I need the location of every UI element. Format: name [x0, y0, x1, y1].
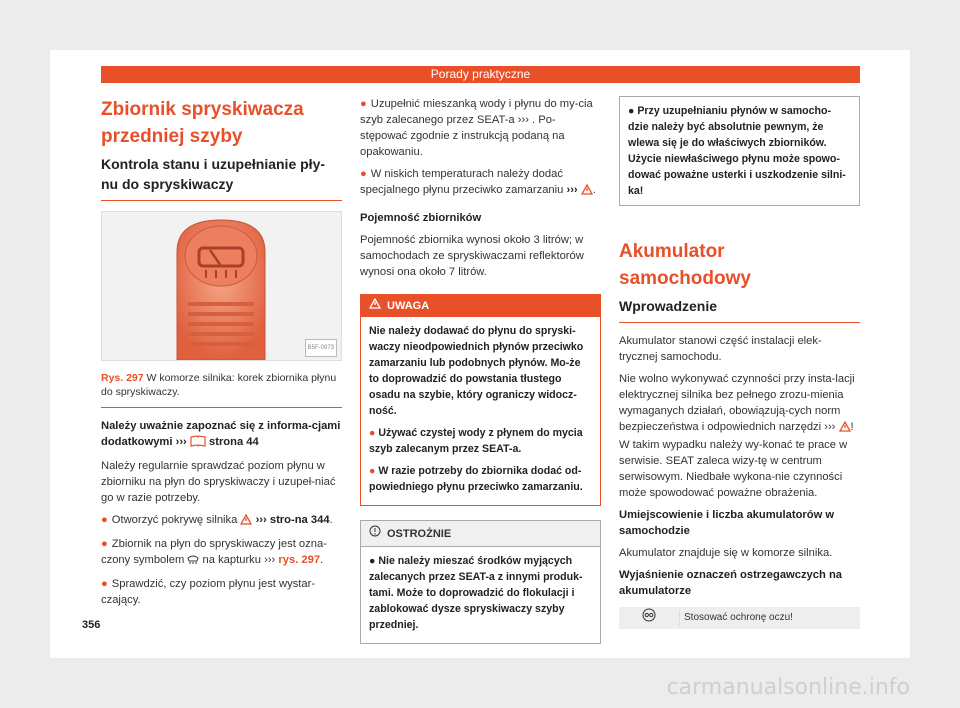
para-text: Nie wolno wykonywać czynności przy insta-lacji elektrycznej silnika bez pełnego zrozu-mienia wymaganych działań, obowiązują-cych norm bezpieczeństwa i odpowiednich narzędzi ›››: [619, 373, 855, 433]
arrow-ref: ›››: [175, 436, 187, 448]
capacity-heading: Pojemność zbiorników: [360, 212, 482, 224]
warning-triangle-icon: [240, 514, 252, 530]
list-text: Uzupełnić mieszanką wody i płynu do my-cia szyb zalecanego przez SEAT-a ››› . Po-stępować zgodnie z instrukcją podaną na opakowaniu.: [360, 98, 593, 158]
list-item: ● Zbiornik na płyn do spryskiwaczy jest ozna-czony symbolem na kapturku ››› rys. 297.: [101, 536, 342, 570]
caution-text: Nie należy mieszać środków myjących zalecanych przez SEAT-a z innymi produk-tami. Może to doprowadzić do flokulacji i zablokować dysze spryskiwaczy szyby przedniej.: [369, 555, 583, 631]
warning-bullet: [369, 425, 592, 457]
figure-ref-link[interactable]: rys. 297: [278, 554, 321, 566]
figure-code: B5F-0973: [305, 339, 337, 357]
warning-triangle-icon: [839, 421, 851, 437]
list-text: na kapturku ›››: [202, 554, 276, 566]
list-item: [101, 576, 342, 608]
intro-page-ref[interactable]: strona 44: [209, 436, 259, 448]
figure-windshield-reservoir-cap: [101, 211, 342, 361]
warning-box: [360, 294, 601, 506]
list-text: Zbiornik na płyn do spryskiwaczy jest ozna-czony symbolem: [101, 538, 327, 566]
eye-protection-icon: [619, 608, 679, 628]
para-text: ! W takim wypadku należy wy-konać te prace w serwisie. SEAT zaleca wizy-tę w centrum serwisowym. Niedbałe wykona-nie czynności może spowodować poważne obrażenia.: [619, 421, 854, 499]
warning-bullet: [369, 463, 592, 495]
para-check-level: Należy regularnie sprawdzać poziom płynu w zbiorniku na płyn do spryskiwaczy i uzupeł-niać go w razie potrzeby.: [101, 460, 336, 504]
warning-header: [361, 295, 600, 317]
bullet-dot: ●: [369, 465, 379, 477]
watermark: carmanualsonline.info: [666, 675, 910, 700]
bullet-dot: ●: [369, 427, 379, 439]
battery-symbols-heading: Wyjaśnienie oznaczeń ostrzegawczych na akumulatorze: [619, 569, 842, 597]
capacity-text: Pojemność zbiornika wynosi około 3 litrów; w samochodach ze spryskiwaczami reflektorów wynosi ona około 7 litrów.: [360, 234, 584, 278]
bullet-dot: ●: [101, 578, 108, 590]
battery-intro: Akumulator stanowi część instalacji elek-trycznej samochodu.: [619, 335, 822, 363]
figure-caption: [101, 371, 342, 408]
bullet-dot: ●: [101, 538, 108, 550]
bullet-dot: ●: [369, 555, 379, 567]
warning-triangle-icon: [581, 184, 593, 200]
caution-body: [361, 547, 600, 643]
battery-location-text: Akumulator znajduje się w komorze silnika.: [619, 547, 833, 559]
caption-number: Rys. 297: [101, 372, 144, 384]
list-text: Sprawdzić, czy poziom płynu jest wystar-czający.: [101, 578, 316, 606]
list-item: ● W niskich temperaturach należy dodać specjalnego płynu przeciwko zamarzaniu ››› .: [360, 166, 601, 200]
caution-bullet: [369, 553, 592, 633]
list-text: Otworzyć pokrywę silnika: [111, 514, 238, 526]
header-bar: Porady praktyczne: [101, 66, 860, 83]
caution-title: OSTROŻNIE: [387, 527, 452, 540]
washer-symbol-icon: [187, 554, 199, 570]
bullet-dot: ●: [628, 105, 638, 117]
battery-location-heading: Umiejscowienie i liczba akumulatorów w samochodzie: [619, 509, 835, 537]
symbol-description: Stosować ochronę oczu!: [679, 610, 793, 626]
warning-title: UWAGA: [387, 300, 430, 312]
section-title: Akumulator samochodowy: [619, 241, 751, 289]
reservoir-cap-illustration: [102, 212, 341, 360]
battery-warning-para: [619, 371, 860, 501]
warning-body: [361, 317, 600, 505]
warning-triangle-icon: [369, 298, 381, 314]
subsection-title: Wprowadzenie: [619, 296, 860, 323]
fluid-warning-box: [619, 96, 860, 206]
info-circle-icon: [369, 525, 381, 542]
bullet-dot: ●: [101, 514, 108, 526]
section-title: Zbiornik spryskiwacza przedniej szyby: [101, 99, 304, 147]
column-2: [360, 96, 601, 644]
intro-text: Należy uważnie zapoznać się z informa-cjami dodatkowymi: [101, 420, 341, 448]
caption-text: W komorze silnika: korek zbiornika płynu do spryskiwaczy.: [101, 372, 337, 398]
intro-note: [101, 418, 342, 452]
column-3: [619, 96, 860, 629]
warning-bullet-text: Używać czystej wody z płynem do mycia szyb zalecanym przez SEAT-a.: [369, 427, 583, 455]
caution-header: [361, 521, 600, 547]
symbol-table-row: [619, 607, 860, 629]
list-text: W niskich temperaturach należy dodać specjalnego płynu przeciwko zamarzaniu: [360, 168, 564, 196]
list-item: [360, 96, 601, 160]
caution-box: [360, 520, 601, 644]
column-1: [101, 96, 342, 614]
bullet-dot: ●: [360, 98, 367, 110]
arrow-ref[interactable]: ›››: [566, 184, 578, 196]
warning-bullet-text: W razie potrzeby do zbiornika dodać od-powiedniego płynu przeciwko zamarzaniu.: [369, 465, 583, 493]
book-icon: [190, 435, 206, 452]
list-item: ● Otworzyć pokrywę silnika ››› stro-na 344.: [101, 512, 342, 530]
page-ref-link[interactable]: ››› stro-na 344: [255, 514, 330, 526]
warning-text: Nie należy dodawać do płynu do spryski-waczy nieodpowiednich płynów przeciwko zamarzaniu lub podobnych płynów. Mo-że to doprowadzić do powstania tłustego osadu na szybie, który ograniczy widocz-ność.: [369, 325, 584, 417]
bullet-dot: ●: [360, 168, 367, 180]
page-number: 356: [82, 619, 101, 631]
subsection-title: Kontrola stanu i uzupełnianie pły-nu do spryskiwaczy: [101, 154, 342, 201]
fluid-warning-text: Przy uzupełnianiu płynów w samocho-dzie należy być absolutnie pewnym, że wlewa się je do właściwych zbiorników. Użycie niewłaściwego płynu może spowo-dować poważne usterki i uszkodzenie silni-ka!: [628, 105, 846, 197]
